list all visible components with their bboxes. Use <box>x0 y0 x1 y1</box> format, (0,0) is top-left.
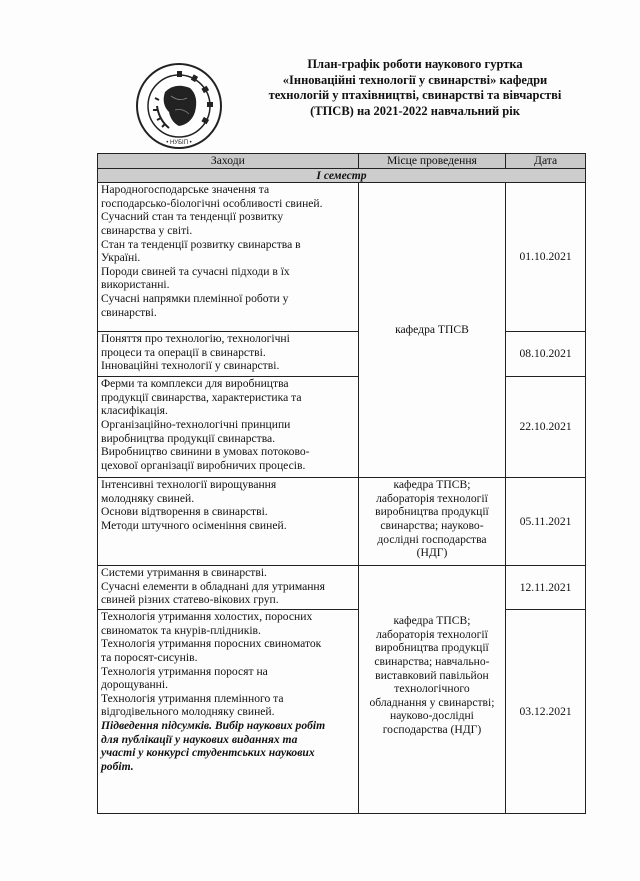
activity-line: відгодівельного молодняку свиней. <box>101 705 275 719</box>
semester-row <box>98 168 586 183</box>
activity-line: продукції свинарства, характеристика та <box>101 390 302 404</box>
location-line: кафедра ТПСВ; <box>393 614 471 628</box>
activity-line: Україні. <box>101 251 141 265</box>
location-line: дослідні господарства <box>377 532 487 546</box>
location-line: свинарства; науково- <box>380 518 484 532</box>
activities-cell <box>98 610 359 814</box>
column-header-location: Місце проведення <box>358 154 505 169</box>
activity-line: та поросят-сисунів. <box>101 650 198 664</box>
activity-line: молодняку свиней. <box>101 491 195 505</box>
schedule-table <box>97 153 586 814</box>
title-line: технологій у птахівництві, свинарстві та вівчарстві <box>268 88 562 102</box>
activity-line: свинарства у світі. <box>101 223 193 237</box>
activity-line: Методи штучного осіменіння свиней. <box>101 518 287 532</box>
table-row <box>98 183 586 332</box>
activity-line: Породи свиней та сучасні підходи в їх <box>101 264 290 278</box>
summary-line: робіт. <box>101 759 134 773</box>
activity-line: Організаційно-технологічні принципи <box>101 417 291 431</box>
location-cell <box>358 183 505 478</box>
activity-line: процеси та операції в свинарстві. <box>101 345 266 359</box>
activity-line: Сучасні напрямки племінної роботи у <box>101 291 289 305</box>
date-cell: 12.11.2021 <box>506 566 586 610</box>
activity-line: Сучасний стан та тенденції розвитку <box>101 210 284 224</box>
activity-line: класифікація. <box>101 404 168 418</box>
date-cell: 08.10.2021 <box>506 332 586 377</box>
activity-line: Системи утримання в свинарстві. <box>101 566 267 580</box>
activity-line: використанні. <box>101 278 170 292</box>
summary-line: Підведення підсумків. Вибір наукових робіт <box>101 718 326 732</box>
svg-text:• НУБІП •: • НУБІП • <box>166 140 192 146</box>
location-line: лабораторія технології <box>376 491 488 505</box>
title-line: (ТПСВ) на 2021-2022 навчальний рік <box>310 103 520 118</box>
activity-line: Інтенсивні технології вирощування <box>101 478 277 492</box>
summary-line: для публікації у наукових виданнях та <box>101 732 298 746</box>
activities-cell <box>98 566 359 610</box>
table-row <box>98 478 586 566</box>
activity-line: Технологія утримання поросят на <box>101 664 268 678</box>
title-line: «Інноваційні технології у свинарстві» кафедри <box>282 72 548 87</box>
table-row <box>98 610 586 814</box>
location-line: лабораторія технології <box>376 627 488 641</box>
activity-line: Технологія утримання племінного та <box>101 691 284 705</box>
date-cell: 03.12.2021 <box>506 610 586 814</box>
document-title <box>255 57 575 119</box>
activity-line: виробництва продукції свинарства. <box>101 431 276 445</box>
activity-line: дорощуванні. <box>101 678 169 692</box>
activity-line: Основи відтворення в свинарстві. <box>101 505 268 519</box>
activity-line: Сучасні елементи в обладнані для утримання <box>101 579 325 593</box>
title-line: План-графік роботи наукового гуртка <box>307 57 523 71</box>
date-cell: 01.10.2021 <box>506 183 586 332</box>
activity-line: Ферми та комплекси для виробництва <box>101 377 289 391</box>
location-line: господарства (НДГ) <box>382 722 482 736</box>
location-cell <box>358 566 505 814</box>
date-cell: 05.11.2021 <box>506 478 586 566</box>
location-cell <box>358 478 505 566</box>
location-line: свинарства; навчально- <box>374 654 490 668</box>
location-line: виставковий павільйон <box>375 668 489 682</box>
location-line: виробництва продукції <box>375 641 489 655</box>
activities-cell <box>98 332 359 377</box>
activity-line: господарсько-біологічні особливості свиней. <box>101 196 323 210</box>
location-line: виробництва продукції <box>375 505 489 519</box>
summary-line: участі у конкурсі студентських наукових <box>101 746 315 760</box>
activity-line: цехової організації виробничих процесів. <box>101 458 306 472</box>
activity-line: Поняття про технологію, технологічні <box>101 332 290 346</box>
table-row <box>98 332 586 377</box>
table-row <box>98 566 586 610</box>
activity-line: свиней різних статево-вікових груп. <box>101 593 279 607</box>
table-header-row <box>98 154 586 169</box>
activity-line: свинарстві. <box>101 305 157 319</box>
activities-cell <box>98 377 359 478</box>
location-line: науково-дослідні <box>389 709 474 723</box>
location-line: кафедра ТПСВ <box>395 323 469 337</box>
table-row <box>98 377 586 478</box>
activity-line: Стан та тенденції розвитку свинарства в <box>101 237 301 251</box>
activity-line: Народногосподарське значення та <box>101 183 270 197</box>
date-cell: 22.10.2021 <box>506 377 586 478</box>
location-line: технологічного <box>394 682 470 696</box>
activity-line: свиноматок та кнурів-плідників. <box>101 623 261 637</box>
activity-line: Технологія утримання поросних свиноматок <box>101 637 322 651</box>
location-line: (НДГ) <box>416 546 448 560</box>
activities-cell <box>98 183 359 332</box>
activity-line: Виробництво свинини в умовах потоково- <box>101 445 310 459</box>
column-header-activities: Заходи <box>98 154 359 169</box>
column-header-date: Дата <box>506 154 586 169</box>
activities-cell <box>98 478 359 566</box>
location-line: обладнання у свинарстві; <box>369 695 495 709</box>
activity-line: Технологія утримання холостих, поросних <box>101 610 313 624</box>
department-seal-icon <box>135 62 223 150</box>
location-line: кафедра ТПСВ; <box>393 478 471 492</box>
semester-label: I семестр <box>98 168 586 183</box>
activity-line: Інноваційні технології у свинарстві. <box>101 359 280 373</box>
